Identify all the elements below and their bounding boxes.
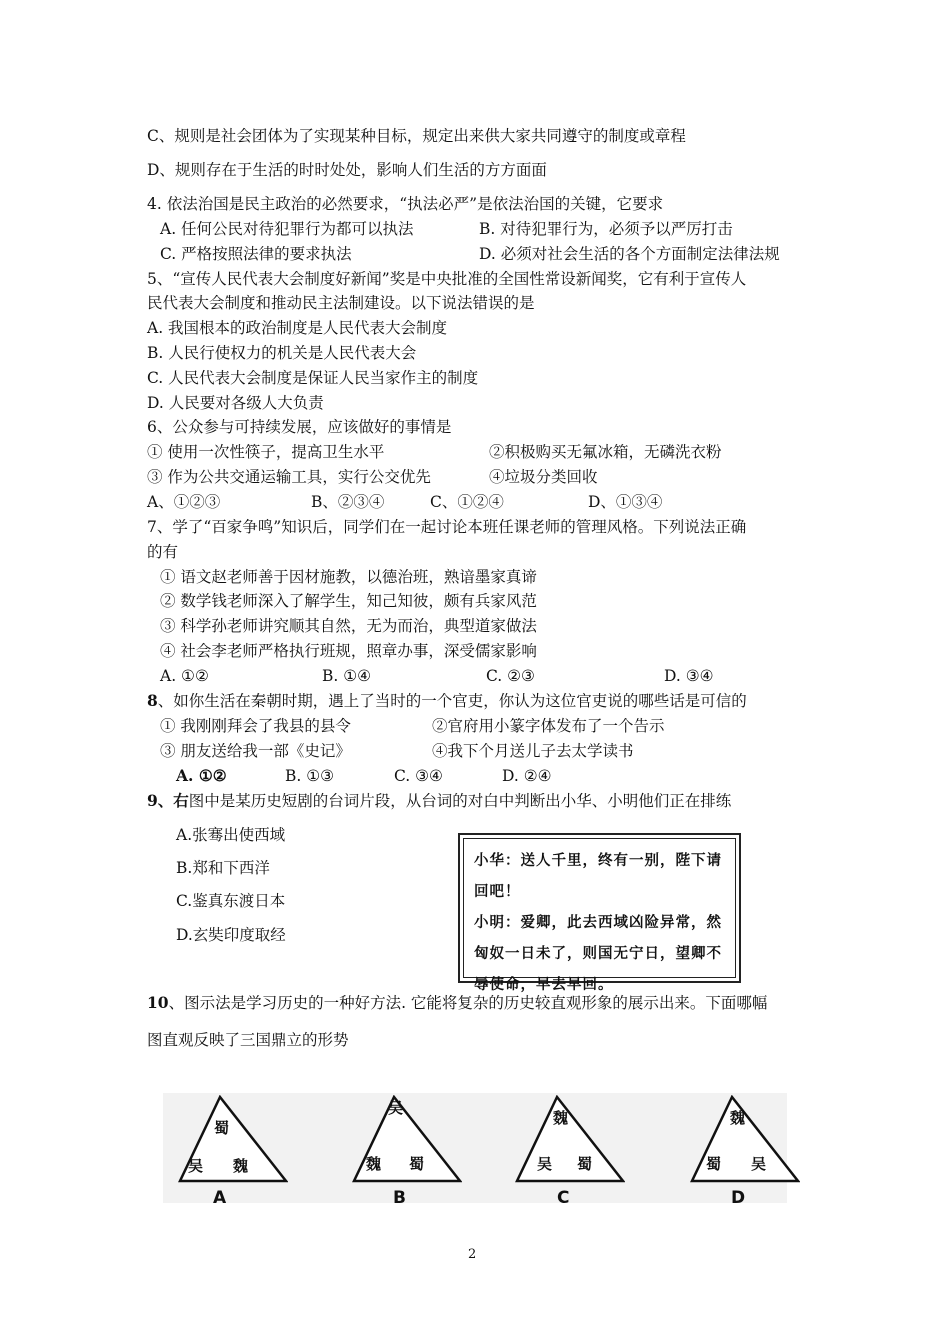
q7-option-b: B. ①④ [322, 667, 372, 685]
triangle-label-c: C [557, 1188, 570, 1208]
q7-option-c: C. ②③ [486, 667, 535, 685]
question-8 [147, 690, 747, 712]
question-5-line1: 5、“宣传人民代表大会制度好新闻”奖是中央批准的全国性常设新闻奖，它有利于宣传人 [147, 270, 747, 288]
dialogue-line-xiaoming: 小明：爱卿，此去西域凶险异常，然匈奴一日未了，则国无宁日，望卿不辱使命，早去早回。 [474, 914, 722, 993]
question-6: 6、公众参与可持续发展，应该做好的事情是 [147, 418, 452, 436]
q4-option-b: B. 对待犯罪行为，必须予以严厉打击 [479, 220, 733, 238]
triangle-left-label: 魏 [366, 1155, 382, 1173]
triangle-right-label: 蜀 [409, 1155, 425, 1173]
q6-item-2: ②积极购买无氟冰箱，无磷洗衣粉 [489, 443, 722, 461]
question-8-text: 、如你生活在秦朝时期，遇上了当时的一个官吏，你认为这位官吏说的哪些话是可信的 [157, 692, 747, 710]
q8-option-c: C. ③④ [394, 767, 443, 785]
question-5-line2: 民代表大会制度和推动民主法制建设。以下说法错误的是 [147, 294, 535, 312]
triangle-top-label: 魏 [730, 1109, 746, 1127]
q9-option-c: C.鉴真东渡日本 [176, 892, 286, 910]
dialogue-line-xiaohua: 小华：送人千里，终有一别，陛下请回吧！ [474, 852, 722, 900]
page-number: 2 [468, 1247, 477, 1262]
q7-item-1: ① 语文赵老师善于因材施教，以德治班，熟谙墨家真谛 [160, 568, 537, 586]
q8-option-b: B. ①③ [285, 767, 335, 785]
question-10-line2: 图直观反映了三国鼎立的形势 [147, 1031, 349, 1049]
question-4: 4. 依法治国是民主政治的必然要求，“执法必严”是依法治国的关键，它要求 [147, 195, 664, 213]
q9-option-d: D.玄奘印度取经 [176, 926, 286, 944]
question-10-number: 10 [147, 993, 169, 1012]
triangle-left-label: 吴 [188, 1157, 204, 1175]
triangle-top-label: 蜀 [214, 1119, 230, 1137]
q4-option-a: A. 任何公民对待犯罪行为都可以执法 [160, 220, 414, 238]
q7-item-4: ④ 社会李老师严格执行班规，照章办事，深受儒家影响 [160, 642, 537, 660]
q8-option-a: A. ①② [176, 766, 227, 785]
q9-option-a: A.张骞出使西域 [176, 826, 286, 844]
q4-option-d: D. 必须对社会生活的各个方面制定法律法规 [479, 245, 780, 263]
triangle-diagram-b [352, 1095, 462, 1187]
q8-option-d: D. ②④ [502, 767, 552, 785]
question-10-text: 、图示法是学习历史的一种好方法. 它能将复杂的历史较直观形象的展示出来。下面哪幅 [168, 994, 768, 1012]
question-8-number: 8 [147, 691, 158, 710]
q8-item-3: ③ 朋友送给我一部《史记》 [160, 742, 351, 760]
triangle-top-label: 吴 [388, 1099, 404, 1117]
q6-item-4: ④垃圾分类回收 [489, 468, 598, 486]
triangle-diagram-d [690, 1095, 800, 1187]
q6-item-3: ③ 作为公共交通运输工具，实行公交优先 [147, 468, 431, 486]
triangle-top-label: 魏 [553, 1109, 569, 1127]
q6-option-c: C、①②④ [430, 493, 504, 511]
triangle-label-a: A [213, 1188, 227, 1208]
triangle-right-label: 魏 [233, 1157, 249, 1175]
q5-option-d: D. 人民要对各级人大负责 [147, 394, 324, 412]
triangle-diagram-c [515, 1095, 625, 1187]
q6-option-d: D、①③④ [588, 493, 663, 511]
option-c-text: C、规则是社会团体为了实现某种目标，规定出来供大家共同遵守的制度或章程 [147, 127, 686, 145]
q6-item-1: ① 使用一次性筷子，提高卫生水平 [147, 443, 385, 461]
triangle-left-label: 蜀 [706, 1155, 722, 1173]
triangle-right-label: 吴 [751, 1155, 767, 1173]
q5-option-c: C. 人民代表大会制度是保证人民当家作主的制度 [147, 369, 479, 387]
triangle-shape [515, 1095, 625, 1187]
q7-item-3: ③ 科学孙老师讲究顺其自然，无为而治，典型道家做法 [160, 617, 537, 635]
triangle-left-label: 吴 [537, 1155, 553, 1173]
q7-option-a: A. ①② [160, 667, 209, 685]
question-9 [147, 790, 731, 812]
q7-option-d: D. ③④ [664, 667, 714, 685]
q8-item-2: ②官府用小篆字体发布了一个告示 [432, 717, 665, 735]
q6-option-a: A、①②③ [147, 493, 221, 511]
triangle-label-d: D [731, 1188, 746, 1208]
q8-item-4: ④我下个月送儿子去太学读书 [432, 742, 634, 760]
triangle-label-b: B [393, 1188, 406, 1208]
q6-option-b: B、②③④ [311, 493, 385, 511]
q4-option-c: C. 严格按照法律的要求执法 [160, 245, 352, 263]
dialogue-box [458, 833, 741, 993]
question-7-line1: 7、学了“百家争鸣”知识后，同学们在一起讨论本班任课老师的管理风格。下列说法正确 [147, 518, 747, 536]
triangle-diagram-a [178, 1095, 288, 1187]
question-9-number: 9、右 [147, 791, 189, 810]
q7-item-2: ② 数学钱老师深入了解学生，知己知彼，颇有兵家风范 [160, 592, 537, 610]
q8-item-1: ① 我刚刚拜会了我县的县令 [160, 717, 351, 735]
q5-option-a: A. 我国根本的政治制度是人民代表大会制度 [147, 319, 448, 337]
q5-option-b: B. 人民行使权力的机关是人民代表大会 [147, 344, 417, 362]
triangle-right-label: 蜀 [577, 1155, 593, 1173]
option-d-text: D、规则存在于生活的时时处处，影响人们生活的方方面面 [147, 161, 547, 179]
question-9-text: 图中是某历史短剧的台词片段，从台词的对白中判断出小华、小明他们正在排练 [188, 792, 732, 810]
dialogue-frame [463, 838, 736, 993]
question-7-line2: 的有 [147, 543, 179, 561]
q9-option-b: B.郑和下西洋 [176, 859, 270, 877]
question-10-line1 [147, 992, 767, 1014]
